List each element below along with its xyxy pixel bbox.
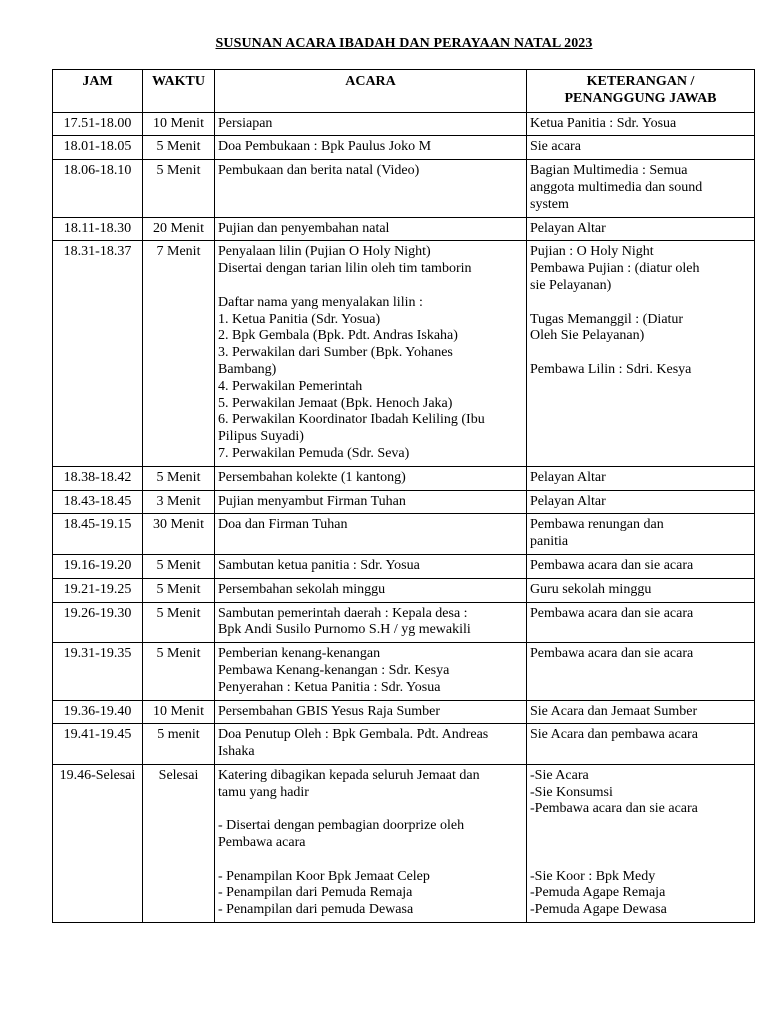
keterangan-line: -Pemuda Agape Dewasa	[530, 902, 667, 918]
cell-waktu: 10 Menit	[143, 700, 215, 724]
table-row	[53, 578, 755, 602]
cell-jam: 19.41-19.45	[53, 724, 143, 765]
keterangan-line: Pujian : O Holy Night	[530, 244, 654, 260]
keterangan-line: Tugas Memanggil : (Diatur	[530, 311, 684, 327]
keterangan-line: Pembawa acara dan sie acara	[530, 646, 694, 662]
cell-waktu: 5 Menit	[143, 602, 215, 643]
cell-waktu: 5 Menit	[143, 578, 215, 602]
cell-keterangan	[527, 490, 755, 514]
keterangan-line: Pembawa Lilin : Sdri. Kesya	[530, 361, 692, 377]
keterangan-line	[530, 295, 751, 312]
keterangan-line	[530, 852, 751, 869]
keterangan-line: sie Pelayanan)	[530, 277, 612, 293]
cell-acara	[215, 578, 527, 602]
cell-waktu: 7 Menit	[143, 241, 215, 466]
table-row	[53, 466, 755, 490]
cell-jam: 19.16-19.20	[53, 554, 143, 578]
header-waktu: WAKTU	[143, 70, 215, 113]
cell-waktu: Selesai	[143, 764, 215, 922]
cell-acara	[215, 217, 527, 241]
cell-jam: 18.11-18.30	[53, 217, 143, 241]
cell-waktu: 10 Menit	[143, 112, 215, 136]
cell-acara	[215, 136, 527, 160]
acara-line	[218, 278, 523, 295]
acara-line: Pemberian kenang-kenangan	[218, 646, 381, 662]
table-row	[53, 160, 755, 217]
cell-acara	[215, 490, 527, 514]
cell-keterangan	[527, 112, 755, 136]
keterangan-line: Sie Acara dan Jemaat Sumber	[530, 703, 698, 719]
header-keterangan-line: KETERANGAN /	[586, 74, 695, 89]
acara-line: Persembahan GBIS Yesus Raja Sumber	[218, 703, 441, 719]
acara-line: Pilipus Suyadi)	[218, 429, 304, 445]
cell-acara	[215, 112, 527, 136]
table-row	[53, 764, 755, 922]
keterangan-line: Pelayan Altar	[530, 493, 606, 509]
table-row	[53, 724, 755, 765]
keterangan-line: system	[530, 196, 569, 212]
cell-jam: 18.43-18.45	[53, 490, 143, 514]
table-body	[53, 112, 755, 922]
cell-jam: 19.26-19.30	[53, 602, 143, 643]
cell-jam: 18.06-18.10	[53, 160, 143, 217]
cell-acara	[215, 514, 527, 555]
acara-line: 2. Bpk Gembala (Bpk. Pdt. Andras Iskaha)	[218, 328, 458, 344]
acara-line: Sambutan ketua panitia : Sdr. Yosua	[218, 557, 420, 573]
cell-acara	[215, 643, 527, 700]
acara-line: - Penampilan dari Pemuda Remaja	[218, 885, 413, 901]
cell-waktu: 5 Menit	[143, 466, 215, 490]
cell-jam: 18.45-19.15	[53, 514, 143, 555]
acara-line: Daftar nama yang menyalakan lilin :	[218, 294, 423, 310]
acara-line: Ishaka	[218, 744, 255, 760]
header-jam: JAM	[53, 70, 143, 113]
cell-acara	[215, 160, 527, 217]
cell-keterangan	[527, 217, 755, 241]
table-row	[53, 554, 755, 578]
cell-acara	[215, 700, 527, 724]
document-title: SUSUNAN ACARA IBADAH DAN PERAYAAN NATAL 2023	[215, 36, 593, 51]
cell-waktu: 5 Menit	[143, 136, 215, 160]
cell-waktu: 5 Menit	[143, 643, 215, 700]
acara-line: Pujian menyambut Firman Tuhan	[218, 493, 406, 509]
keterangan-line: -Sie Koor : Bpk Medy	[530, 868, 656, 884]
acara-line: Doa Pembukaan : Bpk Paulus Joko M	[218, 139, 432, 155]
cell-jam: 18.01-18.05	[53, 136, 143, 160]
keterangan-line: Pembawa renungan dan	[530, 517, 664, 533]
acara-line: Persembahan kolekte (1 kantong)	[218, 469, 406, 485]
cell-waktu: 5 Menit	[143, 160, 215, 217]
keterangan-line: -Pemuda Agape Remaja	[530, 885, 666, 901]
acara-line: Pembukaan dan berita natal (Video)	[218, 163, 420, 179]
acara-line: 7. Perwakilan Pemuda (Sdr. Seva)	[218, 445, 410, 461]
keterangan-line	[530, 835, 751, 852]
cell-jam: 17.51-18.00	[53, 112, 143, 136]
acara-line: Pembawa acara	[218, 835, 306, 851]
keterangan-line: Guru sekolah minggu	[530, 581, 652, 597]
table-row	[53, 217, 755, 241]
header-keterangan	[527, 70, 755, 113]
acara-line: tamu yang hadir	[218, 784, 309, 800]
cell-keterangan	[527, 724, 755, 765]
keterangan-line: -Sie Konsumsi	[530, 784, 613, 800]
keterangan-line: panitia	[530, 534, 569, 550]
cell-jam: 18.31-18.37	[53, 241, 143, 466]
acara-line: - Penampilan Koor Bpk Jemaat Celep	[218, 868, 430, 884]
cell-jam: 19.36-19.40	[53, 700, 143, 724]
cell-keterangan	[527, 241, 755, 466]
keterangan-line: -Sie Acara	[530, 767, 589, 783]
keterangan-line: Oleh Sie Pelayanan)	[530, 328, 645, 344]
cell-jam: 19.31-19.35	[53, 643, 143, 700]
cell-keterangan	[527, 700, 755, 724]
cell-keterangan	[527, 578, 755, 602]
acara-line: Sambutan pemerintah daerah : Kepala desa :	[218, 605, 468, 621]
acara-line: 6. Perwakilan Koordinator Ibadah Keliling (Ibu	[218, 412, 485, 428]
keterangan-line: anggota multimedia dan sound	[530, 179, 703, 195]
acara-line: 3. Perwakilan dari Sumber (Bpk. Yohanes	[218, 345, 453, 361]
table-row	[53, 643, 755, 700]
acara-line	[218, 801, 523, 818]
cell-acara	[215, 241, 527, 466]
acara-line: Penyalaan lilin (Pujian O Holy Night)	[218, 244, 431, 260]
cell-waktu: 3 Menit	[143, 490, 215, 514]
acara-line: Pembawa Kenang-kenangan : Sdr. Kesya	[218, 662, 450, 678]
table-row	[53, 700, 755, 724]
acara-line: Persembahan sekolah minggu	[218, 581, 386, 597]
keterangan-line: Ketua Panitia : Sdr. Yosua	[530, 115, 677, 131]
cell-acara	[215, 724, 527, 765]
cell-acara	[215, 602, 527, 643]
keterangan-line: -Pembawa acara dan sie acara	[530, 801, 698, 817]
cell-keterangan	[527, 602, 755, 643]
keterangan-line: Pelayan Altar	[530, 469, 606, 485]
cell-jam: 18.38-18.42	[53, 466, 143, 490]
keterangan-line	[530, 345, 751, 362]
acara-line: Katering dibagikan kepada seluruh Jemaat dan	[218, 767, 480, 783]
acara-line: Bpk Andi Susilo Purnomo S.H / yg mewakili	[218, 622, 471, 638]
acara-line	[218, 852, 523, 869]
cell-jam: 19.46-Selesai	[53, 764, 143, 922]
keterangan-line: Sie acara	[530, 139, 581, 155]
header-keterangan-line: PENANGGUNG JAWAB	[564, 90, 717, 106]
cell-keterangan	[527, 160, 755, 217]
cell-acara	[215, 466, 527, 490]
cell-waktu: 30 Menit	[143, 514, 215, 555]
cell-waktu: 5 Menit	[143, 554, 215, 578]
keterangan-line: Pembawa acara dan sie acara	[530, 605, 694, 621]
keterangan-line: Pelayan Altar	[530, 220, 606, 236]
acara-line: 5. Perwakilan Jemaat (Bpk. Henoch Jaka)	[218, 395, 453, 411]
cell-keterangan	[527, 136, 755, 160]
keterangan-line	[530, 818, 751, 835]
acara-line: Pujian dan penyembahan natal	[218, 220, 390, 236]
acara-line: - Disertai dengan pembagian doorprize oleh	[218, 818, 465, 834]
table-row	[53, 490, 755, 514]
acara-line: Persiapan	[218, 115, 273, 131]
cell-keterangan	[527, 466, 755, 490]
table-row	[53, 514, 755, 555]
cell-keterangan	[527, 554, 755, 578]
acara-line: - Penampilan dari pemuda Dewasa	[218, 902, 414, 918]
acara-line: Doa dan Firman Tuhan	[218, 517, 348, 533]
table-header-row	[53, 70, 755, 113]
table-row	[53, 112, 755, 136]
cell-keterangan	[527, 764, 755, 922]
acara-line: Disertai dengan tarian lilin oleh tim tamborin	[218, 261, 472, 277]
cell-keterangan	[527, 643, 755, 700]
cell-jam: 19.21-19.25	[53, 578, 143, 602]
acara-line: Doa Penutup Oleh : Bpk Gembala. Pdt. Andreas	[218, 727, 489, 743]
header-acara: ACARA	[215, 70, 527, 113]
acara-line: 4. Perwakilan Pemerintah	[218, 378, 363, 394]
cell-keterangan	[527, 514, 755, 555]
schedule-table	[52, 69, 755, 923]
keterangan-line: Bagian Multimedia : Semua	[530, 163, 688, 179]
table-row	[53, 136, 755, 160]
acara-line: Bambang)	[218, 361, 277, 377]
table-row	[53, 241, 755, 466]
keterangan-line: Sie Acara dan pembawa acara	[530, 727, 698, 743]
cell-acara	[215, 554, 527, 578]
cell-acara	[215, 764, 527, 922]
acara-line: Penyerahan : Ketua Panitia : Sdr. Yosua	[218, 679, 441, 695]
cell-waktu: 5 menit	[143, 724, 215, 765]
table-row	[53, 602, 755, 643]
acara-line: 1. Ketua Panitia (Sdr. Yosua)	[218, 311, 381, 327]
keterangan-line: Pembawa Pujian : (diatur oleh	[530, 261, 700, 277]
cell-waktu: 20 Menit	[143, 217, 215, 241]
keterangan-line: Pembawa acara dan sie acara	[530, 557, 694, 573]
